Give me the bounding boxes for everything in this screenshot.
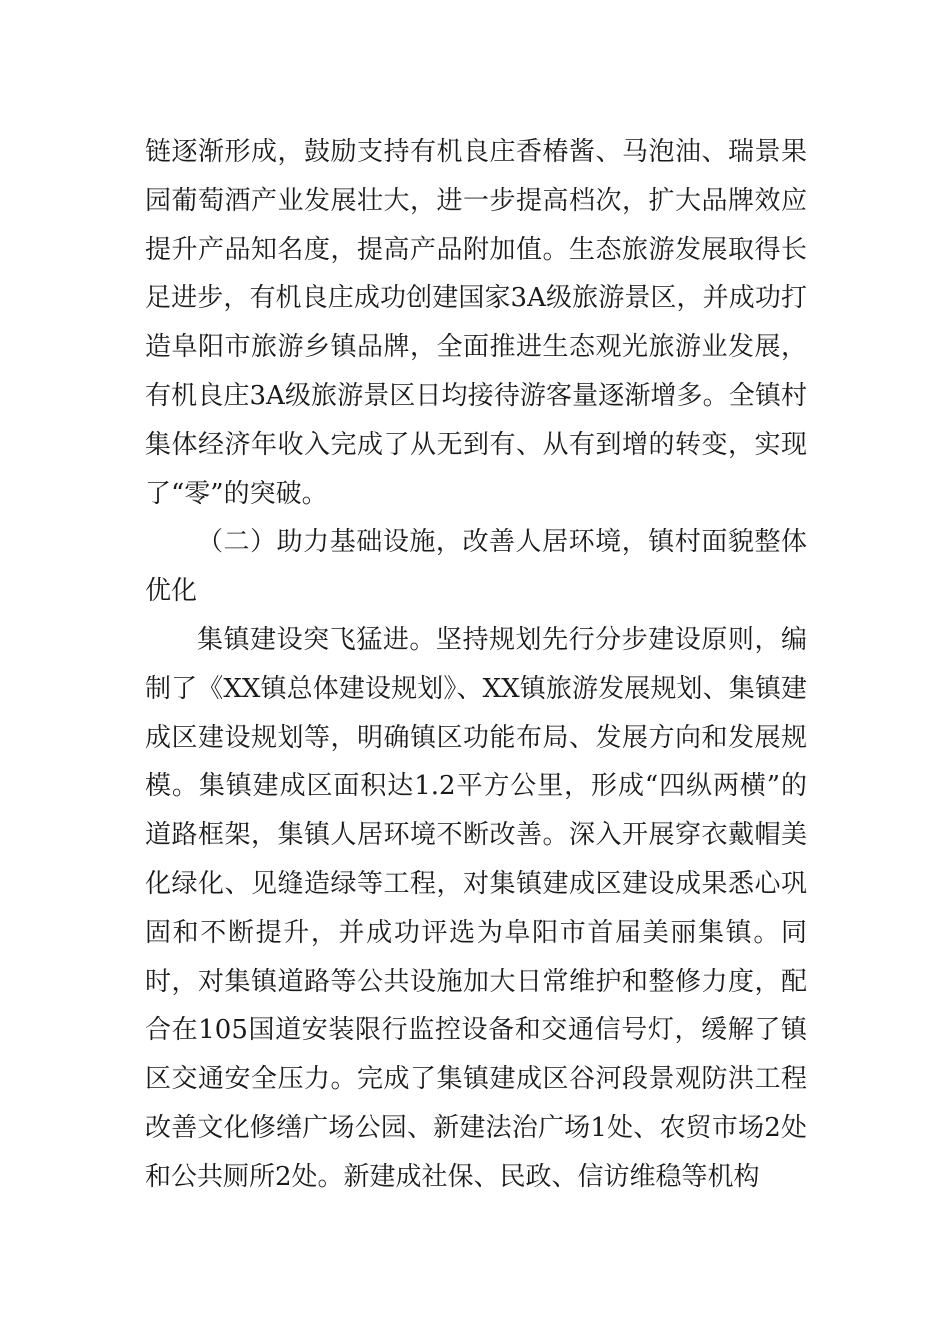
- paragraph-town-construction: 集镇建设突飞猛进。坚持规划先行分步建设原则，编制了《XX镇总体建设规划》、XX镇旅游发展规划、集镇建成区建设规划等，明确镇区功能布局、发展方向和发展规模。集镇建成区面积达1.2平方公里，形成“四纵两横”的道路框架，集镇人居环境不断改善。深入开展穿衣戴帽美化绿化、见缝造绿等工程，对集镇建成区建设成果悉心巩固和不断提升，并成功评选为阜阳市首届美丽集镇。同时，对集镇道路等公共设施加大日常维护和整修力度，配合在105国道安装限行监控设备和交通信号灯，缓解了镇区交通安全压力。完成了集镇建成区谷河段景观防洪工程改善文化修缮广场公园、新建法治广场1处、农贸市场2处和公共厕所2处。新建成社保、民政、信访维稳等机构: [145, 624, 807, 1192]
- section-heading-infrastructure: （二）助力基础设施，改善人居环境，镇村面貌整体优化: [145, 527, 807, 607]
- paragraph-rural-industry: 链逐渐形成，鼓励支持有机良庄香椿酱、马泡油、瑞景果园葡萄酒产业发展壮大，进一步提高档次，扩大品牌效应提升产品知名度，提高产品附加值。生态旅游发展取得长足进步，有机良庄成功创建国家3A级旅游景区，并成功打造阜阳市旅游乡镇品牌，全面推进生态观光旅游业发展，有机良庄3A级旅游景区日均接待游客量逐渐增多。全镇村集体经济年收入完成了从无到有、从有到增的转变，实现了“零”的突破。: [145, 137, 807, 509]
- document-body: [145, 128, 807, 1202]
